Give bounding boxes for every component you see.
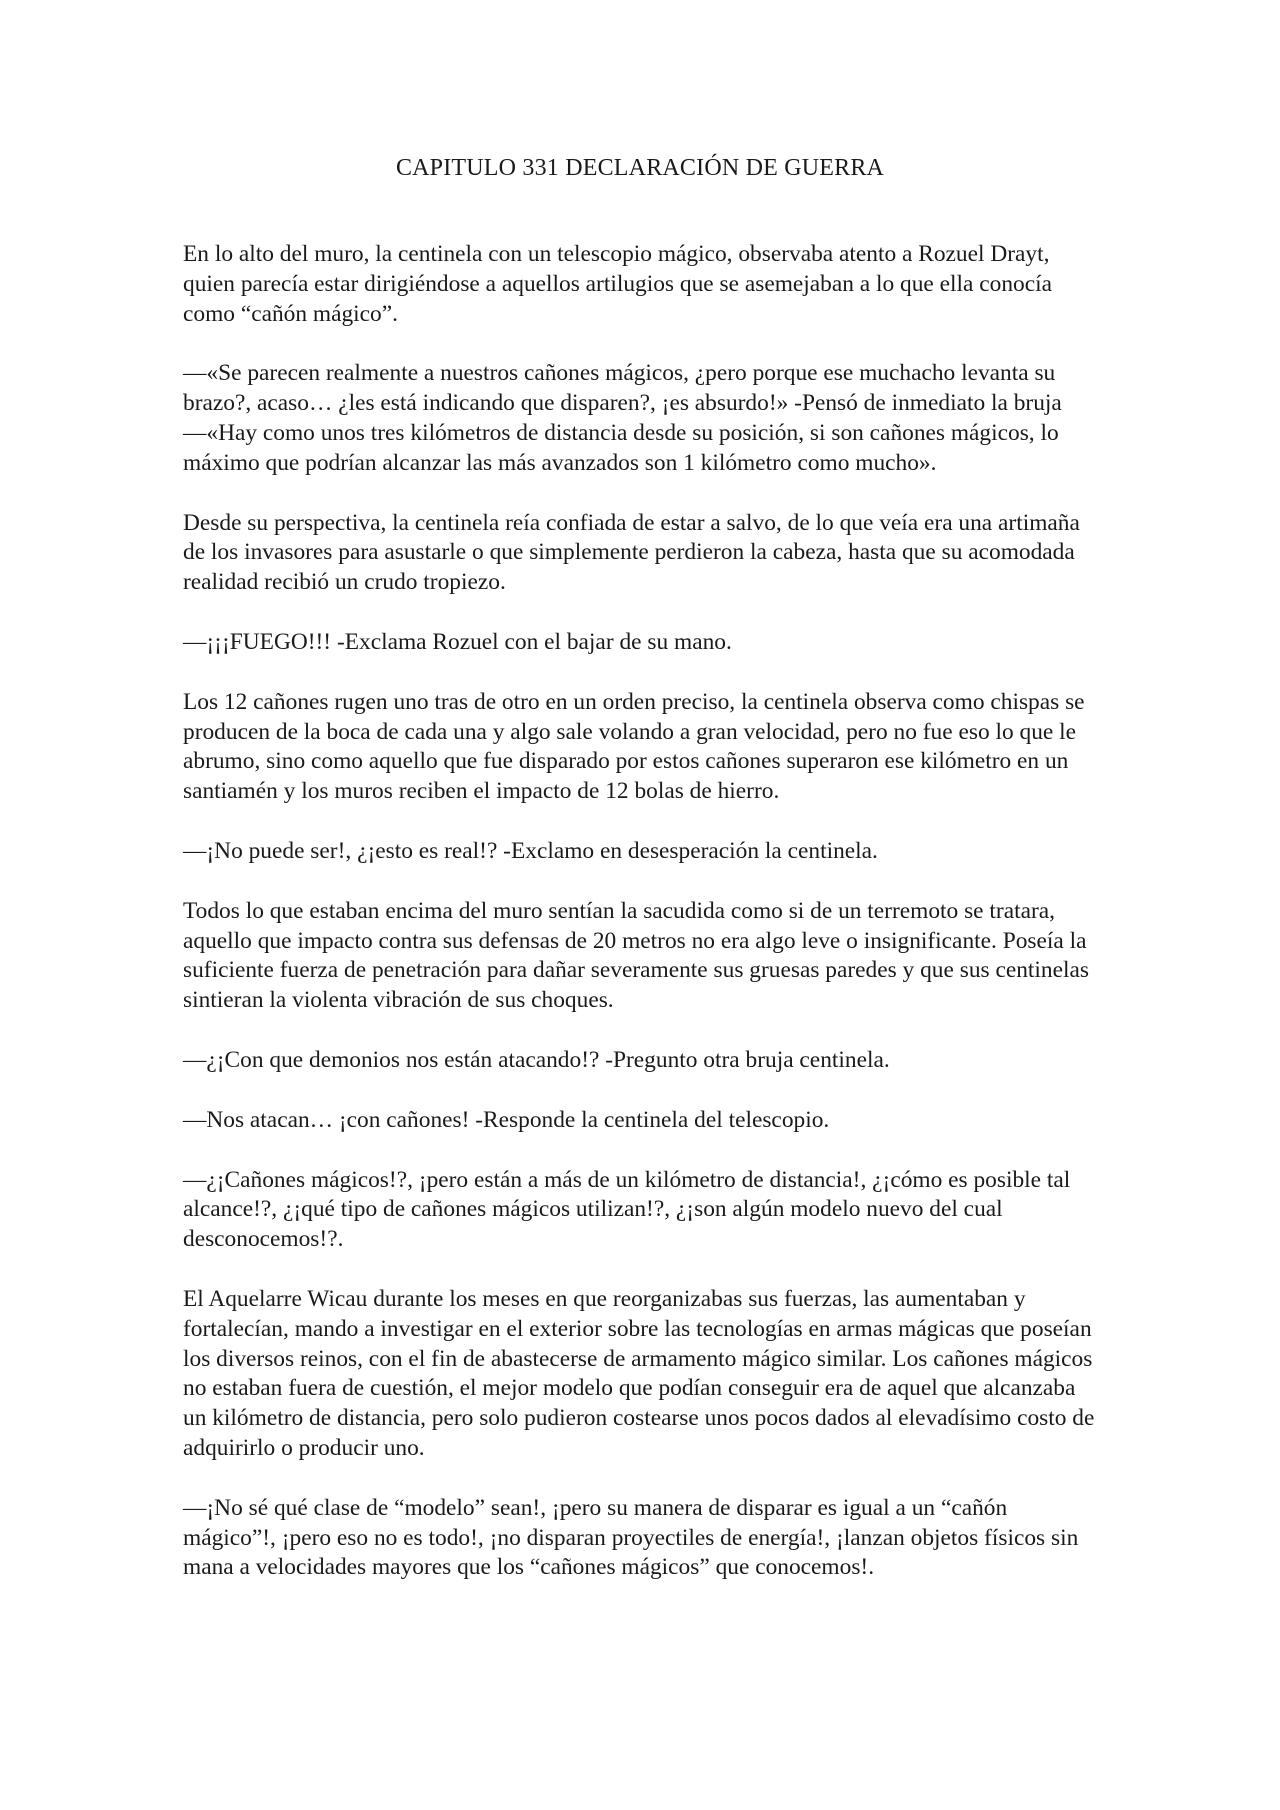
paragraph: Desde su perspectiva, la centinela reía confiada de estar a salvo, de lo que veía era una artimaña de los invasores para asustarle o que simplemente perdieron la cabeza, hasta que su acomodada realidad recibió un crudo tropiezo. [183, 509, 1080, 596]
document-body [183, 240, 1095, 1613]
paragraph: —¿¡Cañones mágicos!?, ¡pero están a más de un kilómetro de distancia!, ¿¡cómo es posible tal alcance!?, ¿¡qué tipo de cañones mágicos utilizan!?, ¿¡son algún modelo nuevo del cual desconocemos!?. [183, 1166, 1071, 1253]
paragraph: —Nos atacan… ¡con cañones! -Responde la centinela del telescopio. [183, 1106, 830, 1133]
chapter-title: CAPITULO 331 DECLARACIÓN DE GUERRA [395, 155, 885, 181]
paragraph: Todos lo que estaban encima del muro sentían la sacudida como si de un terremoto se tratara, aquello que impacto contra sus defensas de 20 metros no era algo leve o insignificante. Poseía la suficiente fuerza de penetración para dañar severamente sus gruesas paredes y que sus centinelas sintieran la violenta vibración de sus choques. [183, 897, 1089, 1014]
paragraph: El Aquelarre Wicau durante los meses en que reorganizabas sus fuerzas, las aumentaban y fortalecían, mando a investigar en el exterior sobre las tecnologías en armas mágicas que poseían los diversos reinos, con el fin de abastecerse de armamento mágico similar. Los cañones mágicos no estaban fuera de cuestión, el mejor modelo que podían conseguir era de aquel que alcanzaba un kilómetro de distancia, pero solo pudieron costearse unos pocos dados al elevadísimo costo de adquirirlo o producir uno. [183, 1285, 1095, 1461]
paragraph: En lo alto del muro, la centinela con un telescopio mágico, observaba atento a Rozuel Drayt, quien parecía estar dirigiéndose a aquellos artilugios que se asemejaban a lo que ella conocía como “cañón mágico”. [183, 241, 1053, 327]
paragraph: —¡No puede ser!, ¿¡esto es real!? -Exclamo en desesperación la centinela. [183, 837, 878, 864]
paragraph: —¡¡¡FUEGO!!! -Exclama Rozuel con el bajar de su mano. [183, 628, 732, 655]
paragraph: —¿¡Con que demonios nos están atacando!? -Pregunto otra bruja centinela. [183, 1046, 890, 1073]
paragraph: —¡No sé qué clase de “modelo” sean!, ¡pero su manera de disparar es igual a un “cañón mágico”!, ¡pero eso no es todo!, ¡no disparan proyectiles de energía!, ¡lanzan objetos físicos sin mana a velocidades mayores que los “cañones mágicos” que conocemos!. [183, 1494, 1079, 1581]
paragraph: Los 12 cañones rugen uno tras de otro en un orden preciso, la centinela observa como chispas se producen de la boca de cada una y algo sale volando a gran velocidad, pero no fue eso lo que le abrumo, sino como aquello que fue disparado por estos cañones superaron ese kilómetro en un santiamén y los muros reciben el impacto de 12 bolas de hierro. [183, 688, 1085, 805]
paragraph: —«Se parecen realmente a nuestros cañones mágicos, ¿pero porque ese muchacho levanta su brazo?, acaso… ¿les está indicando que disparen?, ¡es absurdo!» -Pensó de inmediato la bruja —«Hay como unos tres kilómetros de distancia desde su posición, si son cañones mágicos, lo máximo que podrían alcanzar las más avanzados son 1 kilómetro como mucho». [183, 360, 1062, 476]
